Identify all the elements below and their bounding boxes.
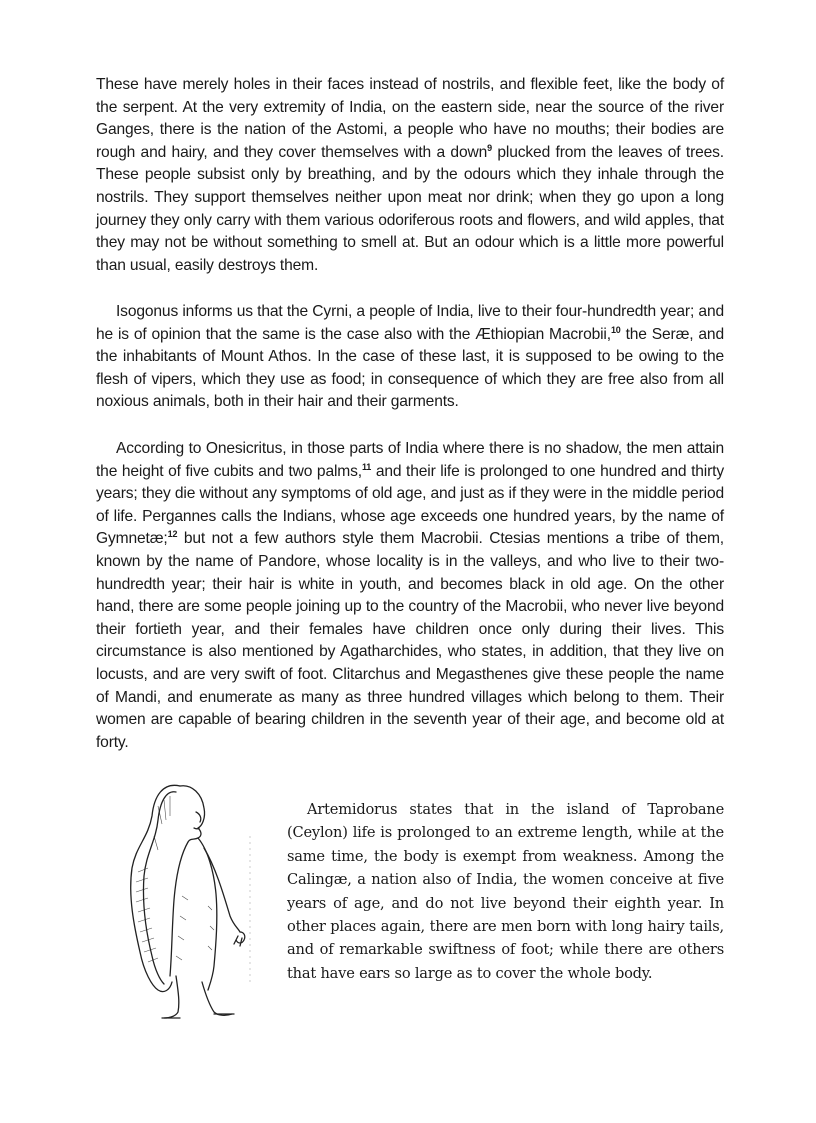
figure-ear-outline <box>131 785 180 991</box>
footnote-ref-9[interactable]: 9 <box>487 142 492 153</box>
footnote-ref-10[interactable]: 10 <box>610 324 621 335</box>
paragraph-artemidorus-text: Artemidorus states that in the island of Taprobane (Ceylon) life is prolonged to an extreme length, while at the same time, the body is exempt from weakness. Among the Calingæ, a nation also of India, the women conceive at five years of age, and do not live beyond their eighth year. In other places again, there are men born with long hairy tails, and of remarkable swiftness of foot; while there are others that have ears so large as to cover the whole body. <box>287 801 724 982</box>
footnote-ref-11[interactable]: 11 <box>361 461 372 472</box>
figure-leg-right <box>202 982 232 1015</box>
paragraph-isogonus-text-a: Isogonus informs us that the Cyrni, a people of India, live to their four-hundredth year; and he is of opinion that the same is the case also with the Æthiopian Macrobii, <box>96 303 724 343</box>
figure-hand <box>234 932 245 946</box>
figure-head <box>180 786 205 842</box>
footnote-ref-12[interactable]: 12 <box>167 529 178 540</box>
figure-hatching-body <box>176 896 214 960</box>
paragraph-astomi <box>96 74 724 277</box>
paragraph-astomi-text-a: These have merely holes in their faces instead of nostrils, and flexible feet, like the body of the serpent. At the very extremity of India, on the eastern side, near the source of the river Ganges, there is the nation of the Astomi, a people who have no mouths; their bodies are rough and hairy, and they cover themselves with a down <box>96 76 724 161</box>
paragraph-onesicritus-text-b: and their life is prolonged to one hundred and thirty years; they die without any symptoms of old age, and just as if they were in the middle period of life. Pergannes calls the Indians, whose age exceeds one hundred years, by the name of Gymnetæ; <box>96 462 724 548</box>
figure-back <box>170 842 188 976</box>
paragraph-artemidorus <box>287 798 724 985</box>
paragraph-onesicritus-text-a: According to Onesicritus, in those parts of India where there is no shadow, the men attain the height of five cubits and two palms, <box>96 440 724 480</box>
paragraph-isogonus <box>96 301 724 414</box>
woodcut-long-eared-man-illustration <box>118 776 258 1026</box>
paragraph-isogonus-text-b: the Seræ, and the inhabitants of Mount Athos. In the case of these last, it is supposed to be owing to the flesh of vipers, which they use as food; in consequence of which they are free also from all noxious animals, both in their hair and their garments. <box>96 325 724 411</box>
paragraph-astomi-text-b: plucked from the leaves of trees. These people subsist only by breathing, and by the odours which they inhale through the nostrils. They support themselves neither upon meat nor drink; when they go upon a long journey they only carry with them various odoriferous roots and flowers, and wild apples, that they may not be without something to smell at. But an odour which is a little more powerful than usual, easily destroys them. <box>96 143 724 274</box>
figure-front <box>198 838 217 990</box>
paragraph-onesicritus <box>96 438 724 754</box>
paragraph-onesicritus-text-c: but not a few authors style them Macrobii. Ctesias mentions a tribe of them, known by the name of Pandore, whose locality is in the valleys, and who live to their two- hundredth year; their hair is white in youth, and becomes black in old age. On the other hand, there are some people joining up to the country of the Macrobii, who never live beyond their fortieth year, and their females have children once only during their lives. This circumstance is also mentioned by Agatharchides, who states, in addition, that they live on locusts, and are very swift of foot. Clitarchus and Megasthenes give these people the name of Mandi, and enumerate as many as three hundred villages which belong to them. Their women are capable of bearing children in the seventh year of their age, and become old at forty. <box>96 530 724 751</box>
